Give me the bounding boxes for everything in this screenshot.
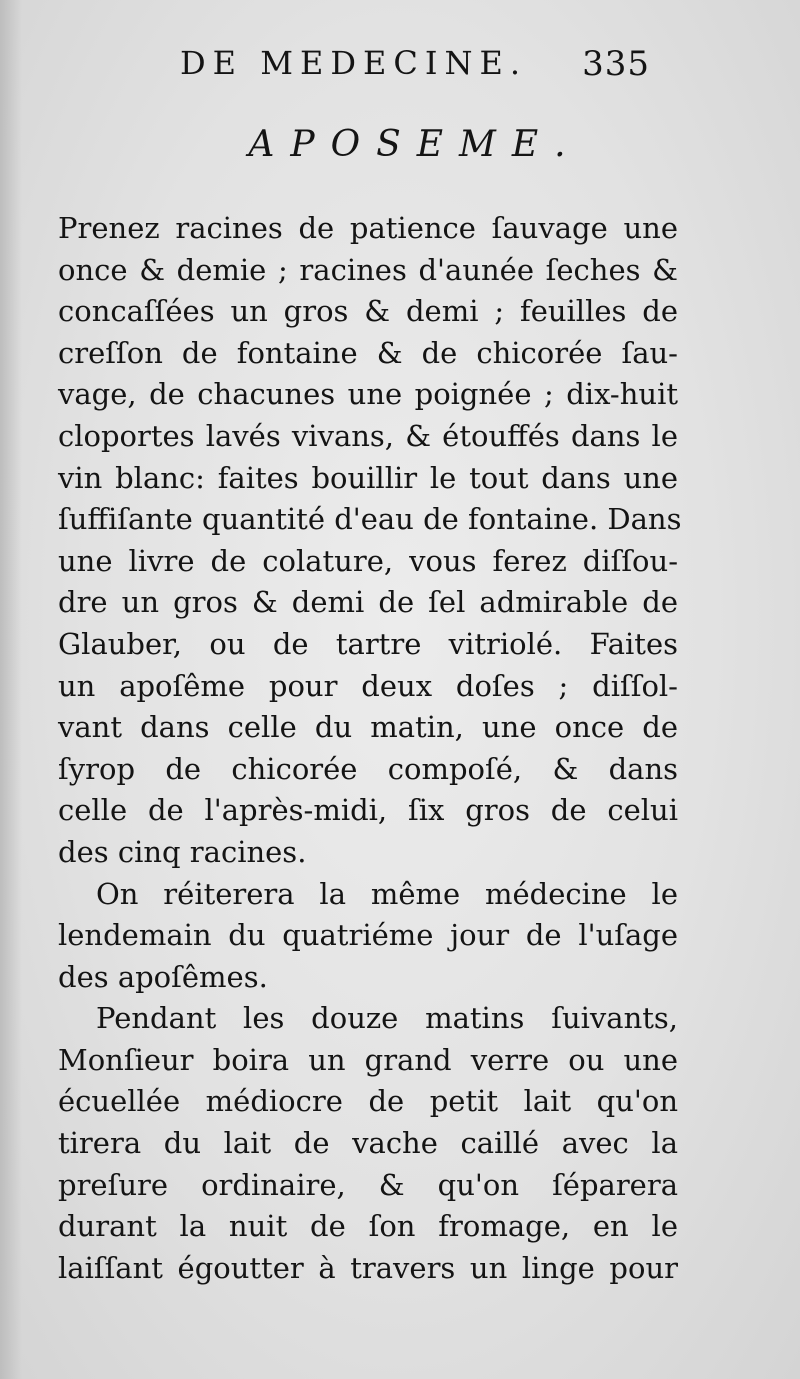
text-line: preſure ordinaire, & qu'on ſéparera <box>58 1167 678 1202</box>
text-line: concaſſées un gros & demi ; feuilles de <box>58 294 678 329</box>
text-line: durant la nuit de ſon fromage, en le <box>58 1209 678 1244</box>
text-line: Prenez racines de patience ſauvage une <box>58 211 678 245</box>
text-line: des apoſêmes. <box>58 959 268 994</box>
text-line: un apoſême pour deux doſes ; diſſol- <box>58 668 678 703</box>
text-line: ſyrop de chicorée compoſé, & dans <box>58 751 678 786</box>
text-line: lendemain du quatriéme jour de l'uſage <box>58 918 678 953</box>
page-header <box>180 44 650 94</box>
paragraph-prescription <box>58 208 682 874</box>
text-line: Pendant les douze matins ſuivants, <box>96 1001 678 1036</box>
text-line: laiſſant égoutter à travers un linge pour <box>58 1250 678 1285</box>
text-line: dre un gros & demi de ſel admirable de <box>58 585 678 620</box>
text-line: vant dans celle du matin, une once de <box>58 710 678 745</box>
text-line: une livre de colature, vous ferez diſſou- <box>58 543 678 578</box>
text-line: vin blanc: faites bouillir le tout dans une <box>58 460 678 495</box>
text-line: celle de l'après-midi, ſix gros de celui <box>58 793 678 828</box>
text-line: Monſieur boira un grand verre ou une <box>58 1042 678 1077</box>
text-line: creſſon de fontaine & de chicorée ſau- <box>58 335 678 370</box>
running-head: DE MEDECINE. <box>180 44 527 82</box>
text-line: ſuffiſante quantité d'eau de fontaine. Dans <box>58 502 682 537</box>
text-line: once & demie ; racines d'aunée ſeches & <box>58 252 678 287</box>
text-line: On réiterera la même médecine le <box>96 876 678 911</box>
page-edge-shadow <box>0 0 22 1379</box>
text-line: Glauber, ou de tartre vitriolé. Faites <box>58 626 678 661</box>
paragraph-repeat <box>58 874 678 999</box>
text-line: cloportes lavés vivans, & étouffés dans le <box>58 418 678 453</box>
section-title: APOSEME. <box>248 124 582 165</box>
text-line: vage, de chacunes une poignée ; dix-huit <box>58 377 678 412</box>
paragraph-whey <box>58 998 678 1289</box>
page-number: 335 <box>582 44 650 84</box>
text-line: tirera du lait de vache caillé avec la <box>58 1126 678 1161</box>
text-line: écuellée médiocre de petit lait qu'on <box>58 1084 678 1119</box>
body-text <box>58 208 682 1289</box>
text-line: des cinq racines. <box>58 834 307 869</box>
